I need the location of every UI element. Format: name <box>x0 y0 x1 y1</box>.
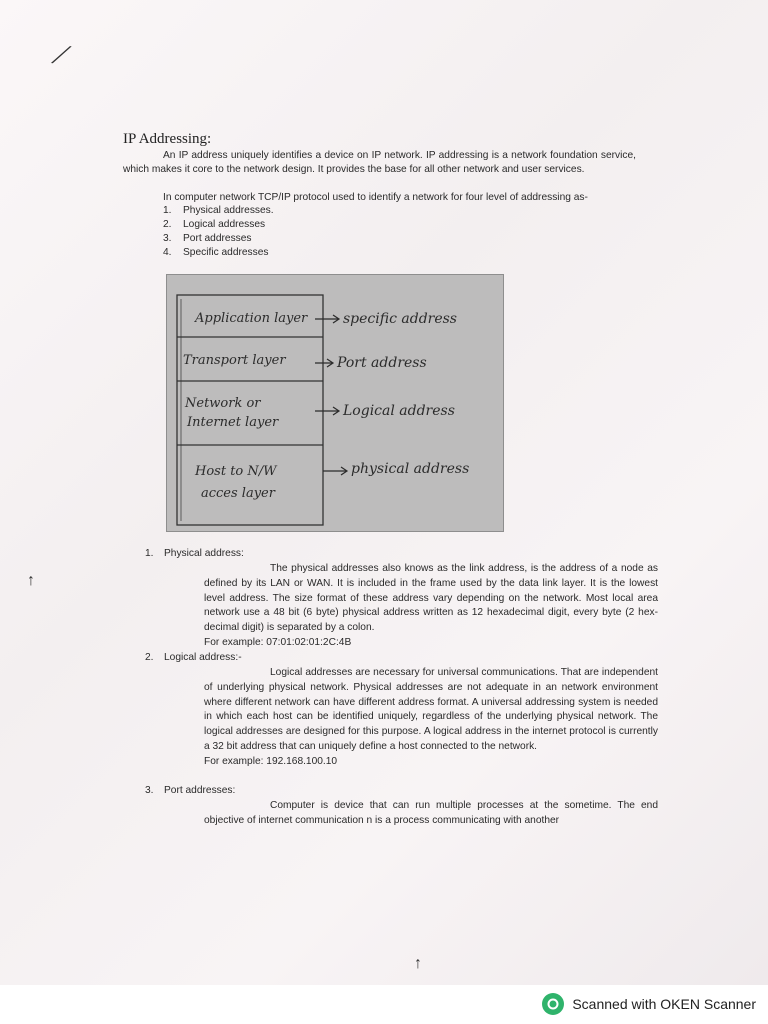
address-label-logical: Logical address <box>343 403 455 419</box>
intro-lead-in: In computer network TCP/IP protocol used to identify a network for four level of addressing as- <box>163 192 588 203</box>
section-body-port: Computer is device that can run multiple processes at the sometime. The end objective of internet communication n is a process communicating with another <box>204 800 658 826</box>
example-physical: For example: 07:01:02:01:2C:4B <box>204 636 352 648</box>
address-label-physical: physical address <box>351 461 470 477</box>
scanner-watermark <box>542 993 756 1015</box>
list-item: 2. Logical addresses <box>163 219 266 230</box>
section-body-logical: Logical addresses are necessary for universal communications. That are independent of underlying physical network. Physical addresses are not adequate in an network environment where different network can have different address format. A universal addressing system is needed in which each host can be identified uniquely, regardless of the underlying physical network. The logical addresses are designed for this purpose. A logical address in the internet protocol is currently a 32 bit address that can uniquely define a host connected to the network. For example: 192.168.100.10 <box>204 666 658 770</box>
layer-label-application: Application layer <box>195 311 308 326</box>
diagram-svg <box>167 275 503 531</box>
list-item: 1. Physical addresses. <box>163 205 274 216</box>
scanner-logo-icon <box>542 993 564 1015</box>
scanner-watermark-text: Scanned with OKEN Scanner <box>572 996 756 1012</box>
address-types-list <box>163 204 274 260</box>
arrow-up-mark: ↑ <box>27 572 35 589</box>
page-heading: IP Addressing: <box>123 131 212 147</box>
layer-label-network-2: Internet layer <box>187 415 279 430</box>
address-label-port: Port address <box>337 355 427 371</box>
section-title-logical: 2. Logical address:- <box>145 652 242 663</box>
layer-address-diagram <box>166 274 504 532</box>
section-body-physical: The physical addresses also knows as the link address, is the address of a node as defined by its LAN or WAN. It is included in the frame used by the data link layer. It is the lowest level address. The size format of these address vary depending on the network. Most local area network use a 48 bit (6 byte) physical address written as 12 hexadecimal digit, every byte (2 hex-decimal digit) is separated by a colon. For example: 07:01:02:01:2C:4B <box>204 562 658 651</box>
list-item: 4. Specific addresses <box>163 247 269 258</box>
layer-label-transport: Transport layer <box>183 353 286 368</box>
scanner-footer <box>0 985 768 1024</box>
layer-label-network: Network or <box>185 396 261 411</box>
arrow-icon <box>315 359 333 367</box>
pen-stroke-mark: ⟋ <box>50 38 73 72</box>
section-title-physical: 1. Physical address: <box>145 548 244 559</box>
example-logical: For example: 192.168.100.10 <box>204 755 338 767</box>
list-item: 3. Port addresses <box>163 233 252 244</box>
layer-label-host-2: acces layer <box>201 486 275 501</box>
layer-label-host: Host to N/W <box>195 464 277 479</box>
arrow-icon <box>315 315 339 323</box>
intro-paragraph: An IP address uniquely identifies a device on IP network. IP addressing is a network foundation service, which makes it core to the network design. It provides the base for all other network and user services. <box>123 150 636 175</box>
arrow-up-mark-bottom: ↑ <box>414 955 422 972</box>
arrow-icon <box>323 467 347 475</box>
arrow-icon <box>315 407 339 415</box>
section-title-port: 3. Port addresses: <box>145 785 236 796</box>
address-label-specific: specific address <box>343 311 457 327</box>
